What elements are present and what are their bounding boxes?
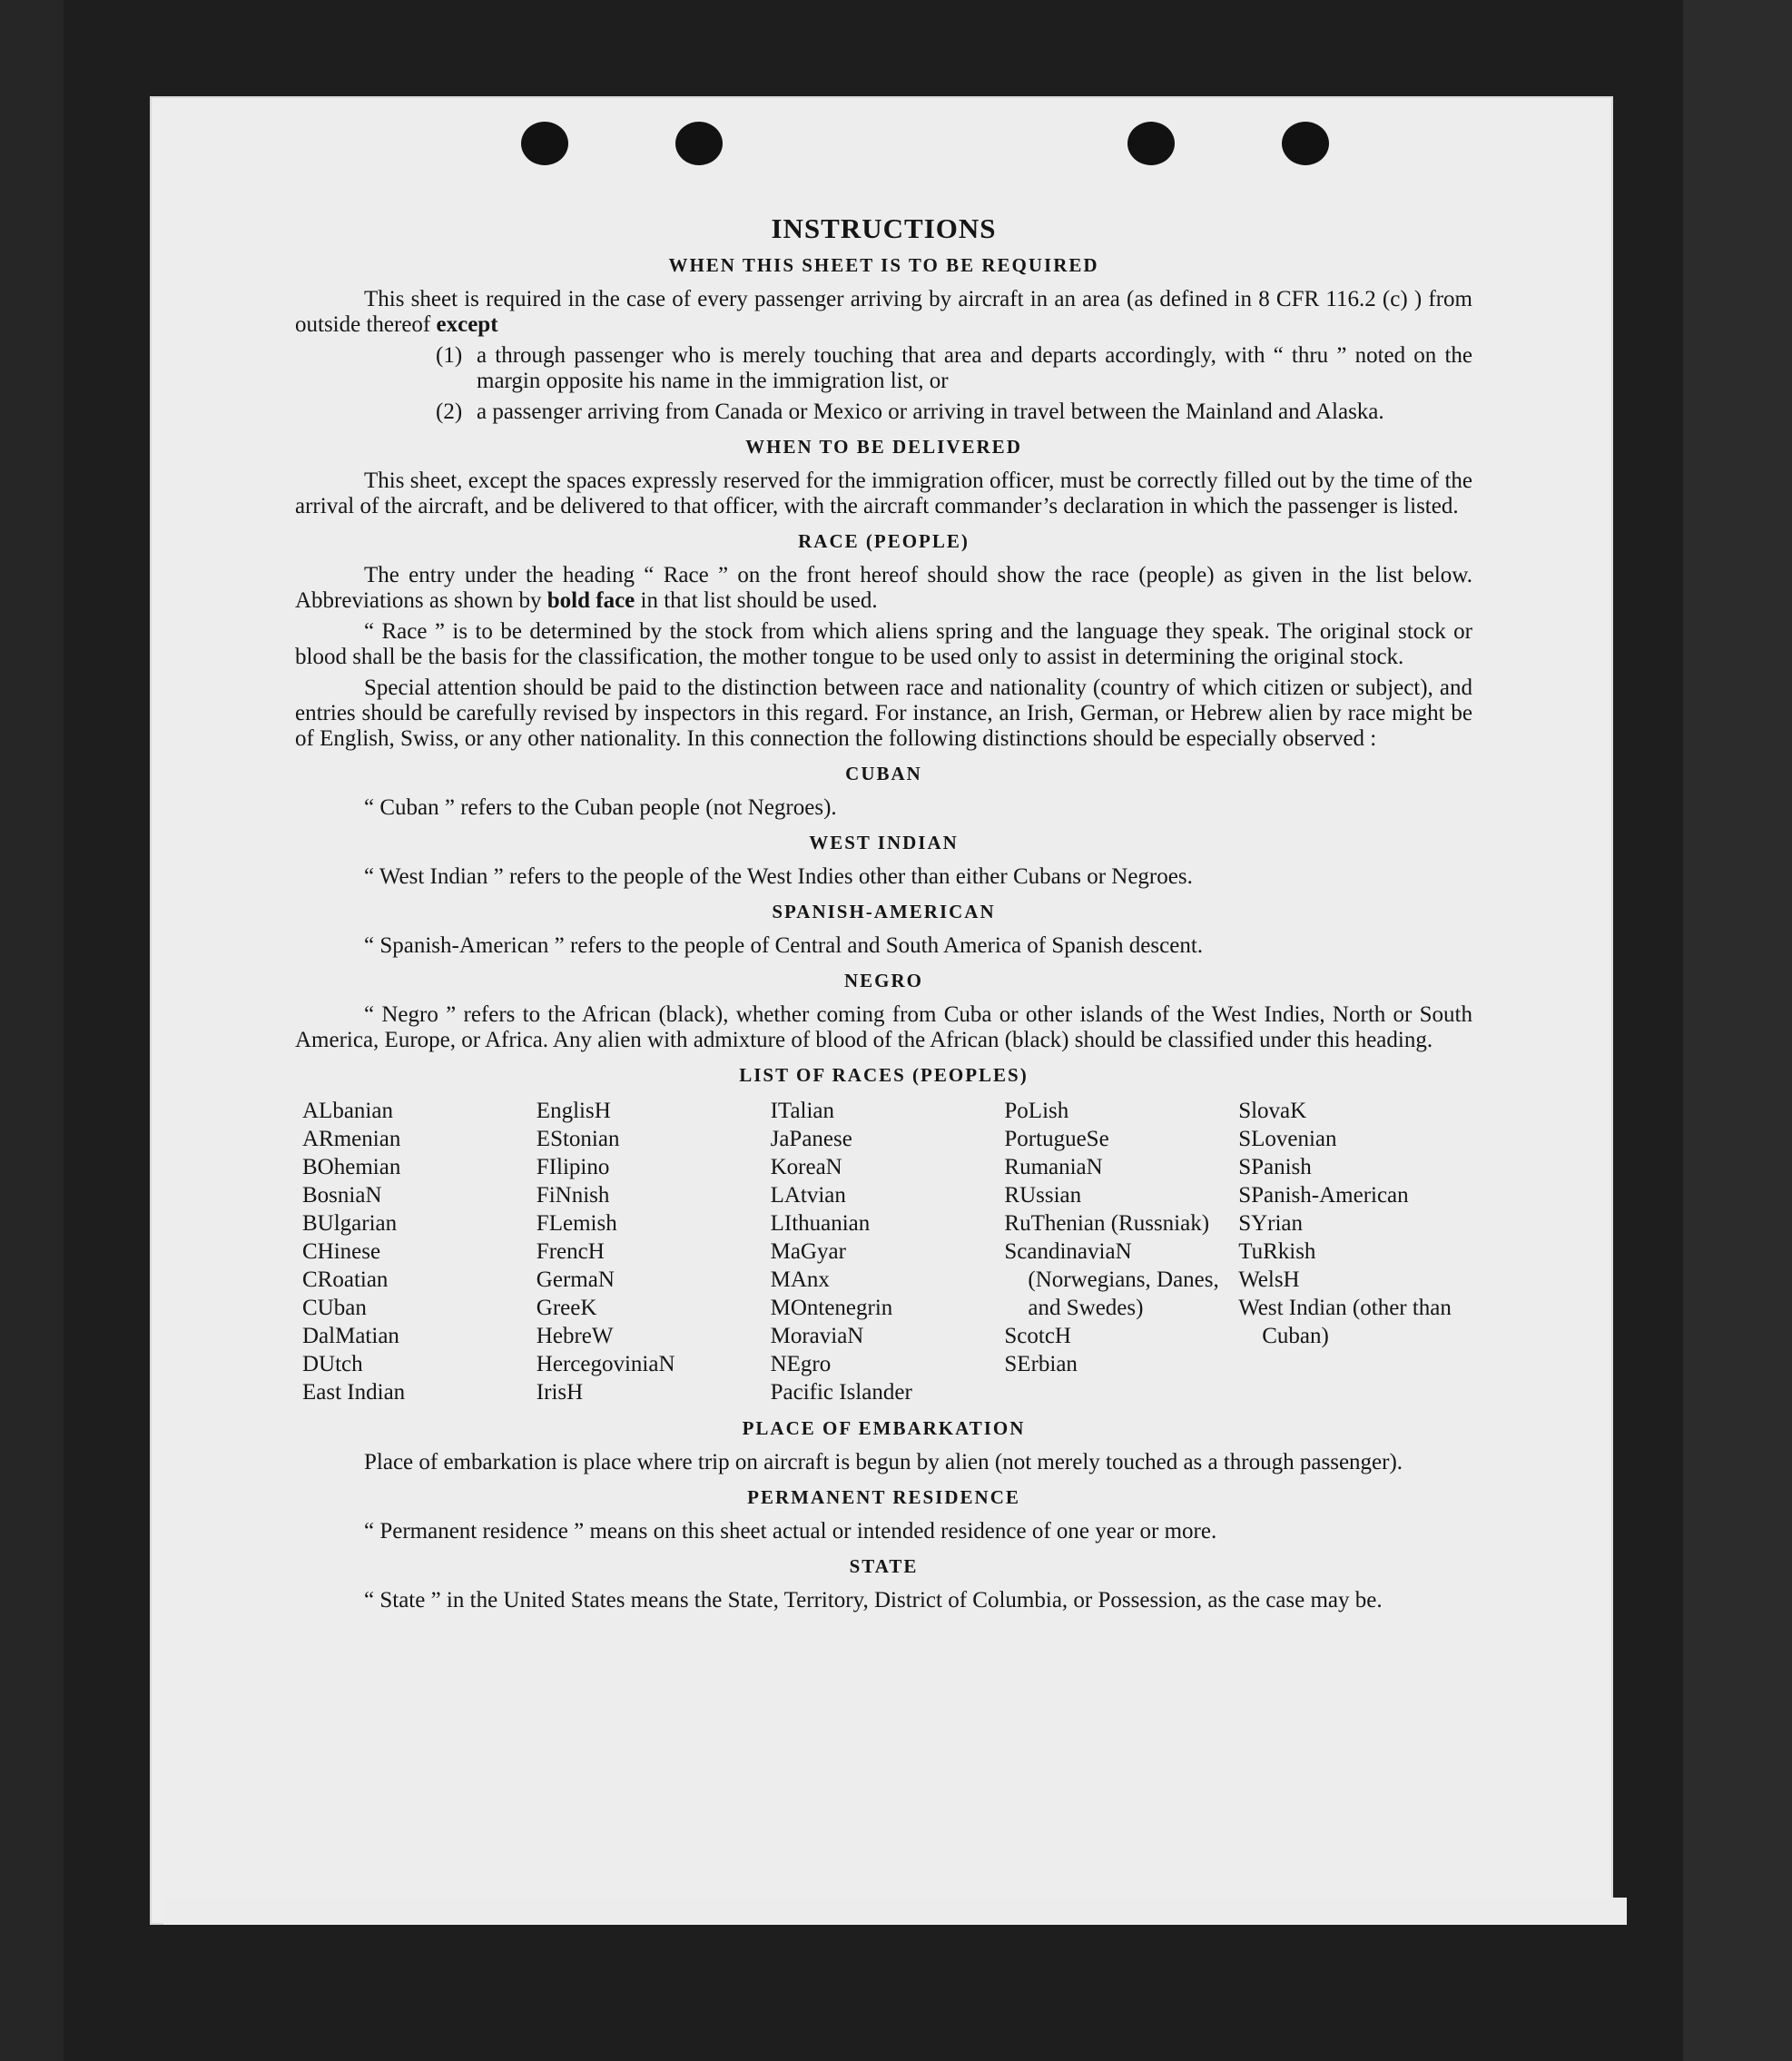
punch-hole xyxy=(675,122,723,165)
heading-spanish-american: SPANISH-AMERICAN xyxy=(772,901,996,922)
race-entry: HebreW xyxy=(536,1324,614,1348)
race-paragraph-3: Special attention should be paid to the distinction between race and nationality (country of which citizen or subject), and entries should be carefully revised by inspectors in this regard. For instance, an Irish, German, or Hebrew alien by race might be of English, Swiss, or any other nationality. In this connection the following distinctions should be especially observed : xyxy=(295,675,1472,751)
heading-delivered: WHEN TO BE DELIVERED xyxy=(745,436,1022,458)
scan-border-left xyxy=(0,0,64,2061)
race-entry: FIlipino xyxy=(536,1155,610,1179)
heading-residence: PERMANENT RESIDENCE xyxy=(747,1486,1020,1508)
race-entry: ARmenian xyxy=(302,1127,401,1151)
race-column xyxy=(771,1097,1005,1406)
west-indian-text: “ West Indian ” refers to the people of the West Indies other than either Cubans or Negroes. xyxy=(364,864,1193,889)
race-entry: LAtvian xyxy=(770,1183,846,1208)
heading-embarkation: PLACE OF EMBARKATION xyxy=(742,1417,1026,1439)
race-entry: CHinese xyxy=(302,1239,381,1264)
race-entry: BUlgarian xyxy=(302,1211,398,1236)
race-entry: PortugueSe xyxy=(1004,1127,1109,1151)
heading-cuban: CUBAN xyxy=(845,763,922,784)
race-entry: FLemish xyxy=(536,1211,617,1236)
race-entry: IrisH xyxy=(536,1380,584,1405)
race-column xyxy=(1238,1097,1472,1406)
race-entry: FrencH xyxy=(536,1239,605,1264)
heading-race: RACE (PEOPLE) xyxy=(798,530,970,552)
race-entry: RUssian xyxy=(1004,1183,1082,1208)
race-entry: MaGyar xyxy=(770,1239,846,1264)
race-entry: MoraviaN xyxy=(770,1324,864,1348)
punch-hole xyxy=(521,122,568,165)
race-column xyxy=(537,1097,771,1406)
race-entry: ScotcH xyxy=(1004,1324,1071,1348)
race-entry: GermaN xyxy=(536,1267,615,1292)
race-entry: ScandinaviaN (Norwegians, Danes, and Swedes) xyxy=(1004,1239,1219,1320)
instructions-content xyxy=(295,212,1472,1619)
heading-west-indian: WEST INDIAN xyxy=(809,832,959,853)
race-entry: PoLish xyxy=(1004,1099,1069,1123)
race-entry: MOntenegrin xyxy=(770,1296,893,1320)
race-entry: West Indian (other than Cuban) xyxy=(1238,1296,1452,1348)
race-entry: ALbanian xyxy=(302,1099,393,1123)
state-text: “ State ” in the United States means the State, Territory, District of Columbia, or Possession, as the case may be. xyxy=(364,1588,1383,1612)
race-entry: RumaniaN xyxy=(1004,1155,1103,1179)
list-item: (1) a through passenger who is merely touching that area and departs accordingly, with “ thru ” noted on the margin opposite his name in the immigration list, or xyxy=(436,343,1472,393)
heading-list-of-races: LIST OF RACES (PEOPLES) xyxy=(739,1064,1029,1086)
delivered-text: This sheet, except the spaces expressly reserved for the immigration officer, must be correctly filled out by the time of the arrival of the aircraft, and be delivered to that officer, with the aircraft commander’s declaration in which the passenger is listed. xyxy=(295,468,1472,518)
race-entry: CRoatian xyxy=(302,1267,389,1292)
race-column xyxy=(302,1097,537,1406)
heading-negro: NEGRO xyxy=(843,970,923,991)
document-page-bottom xyxy=(163,1898,1627,1925)
race-entry: EnglisH xyxy=(536,1099,611,1123)
race-entry: JaPanese xyxy=(770,1127,852,1151)
residence-text: “ Permanent residence ” means on this sheet actual or intended residence of one year or more. xyxy=(364,1519,1217,1543)
race-entry: KoreaN xyxy=(770,1155,842,1179)
race-entry: GreeK xyxy=(536,1296,597,1320)
race-entry: SlovaK xyxy=(1238,1099,1307,1123)
race-entry: SErbian xyxy=(1004,1352,1078,1376)
race-entry: DalMatian xyxy=(302,1324,399,1348)
race-entry: BosniaN xyxy=(302,1183,382,1208)
race-entry: TuRkish xyxy=(1238,1239,1316,1264)
race-entry: LIthuanian xyxy=(770,1211,871,1236)
race-entry: Pacific Islander xyxy=(770,1380,912,1405)
race-entry: MAnx xyxy=(770,1267,830,1292)
race-entry: CUban xyxy=(302,1296,367,1320)
page-title: INSTRUCTIONS xyxy=(771,212,997,244)
race-entry: East Indian xyxy=(302,1380,406,1405)
heading-state: STATE xyxy=(849,1555,919,1577)
except-bold: except xyxy=(436,312,498,337)
race-entry: NEgro xyxy=(770,1352,832,1376)
required-intro: This sheet is required in the case of every passenger arriving by aircraft in an area (as defined in 8 CFR 116.2 (c) ) from outside thereof except xyxy=(295,287,1472,337)
race-entry: RuThenian (Russniak) xyxy=(1004,1211,1210,1236)
heading-required: WHEN THIS SHEET IS TO BE REQUIRED xyxy=(668,254,1099,276)
race-entry: BOhemian xyxy=(302,1155,401,1179)
race-entry: HercegoviniaN xyxy=(536,1352,675,1376)
race-entry: SLovenian xyxy=(1238,1127,1337,1151)
spanish-american-text: “ Spanish-American ” refers to the people of Central and South America of Spanish descent. xyxy=(364,933,1204,958)
race-paragraph-1: The entry under the heading “ Race ” on the front hereof should show the race (people) as given in the list below. Abbreviations as shown by bold face in that list should be used. xyxy=(295,563,1472,613)
race-column xyxy=(1004,1097,1238,1406)
list-item: (2) a passenger arriving from Canada or Mexico or arriving in travel between the Mainland and Alaska. xyxy=(436,399,1384,424)
race-entry: DUtch xyxy=(302,1352,363,1376)
embarkation-text: Place of embarkation is place where trip on aircraft is begun by alien (not merely touched as a through passenger). xyxy=(364,1450,1403,1474)
race-entry: SPanish xyxy=(1238,1155,1312,1179)
race-entry: WelsH xyxy=(1238,1267,1300,1292)
race-paragraph-2: “ Race ” is to be determined by the stock from which aliens spring and the language they speak. The original stock or blood shall be the basis for the classification, the mother tongue to be used only to assist in determining the original stock. xyxy=(295,619,1472,669)
race-entry: SYrian xyxy=(1238,1211,1304,1236)
punch-hole xyxy=(1282,122,1329,165)
race-entry: FiNnish xyxy=(536,1183,610,1208)
race-entry: EStonian xyxy=(536,1127,620,1151)
scan-border-right xyxy=(1683,0,1792,2061)
cuban-text: “ Cuban ” refers to the Cuban people (not Negroes). xyxy=(364,795,837,820)
negro-text: “ Negro ” refers to the African (black), whether coming from Cuba or other islands of the West Indies, North or South America, Europe, or Africa. Any alien with admixture of blood of the African (black) should be classified under this heading. xyxy=(295,1002,1472,1052)
race-entry: SPanish-American xyxy=(1238,1183,1409,1208)
race-entry: ITalian xyxy=(770,1099,835,1123)
race-list xyxy=(302,1097,1472,1406)
punch-hole xyxy=(1127,122,1175,165)
